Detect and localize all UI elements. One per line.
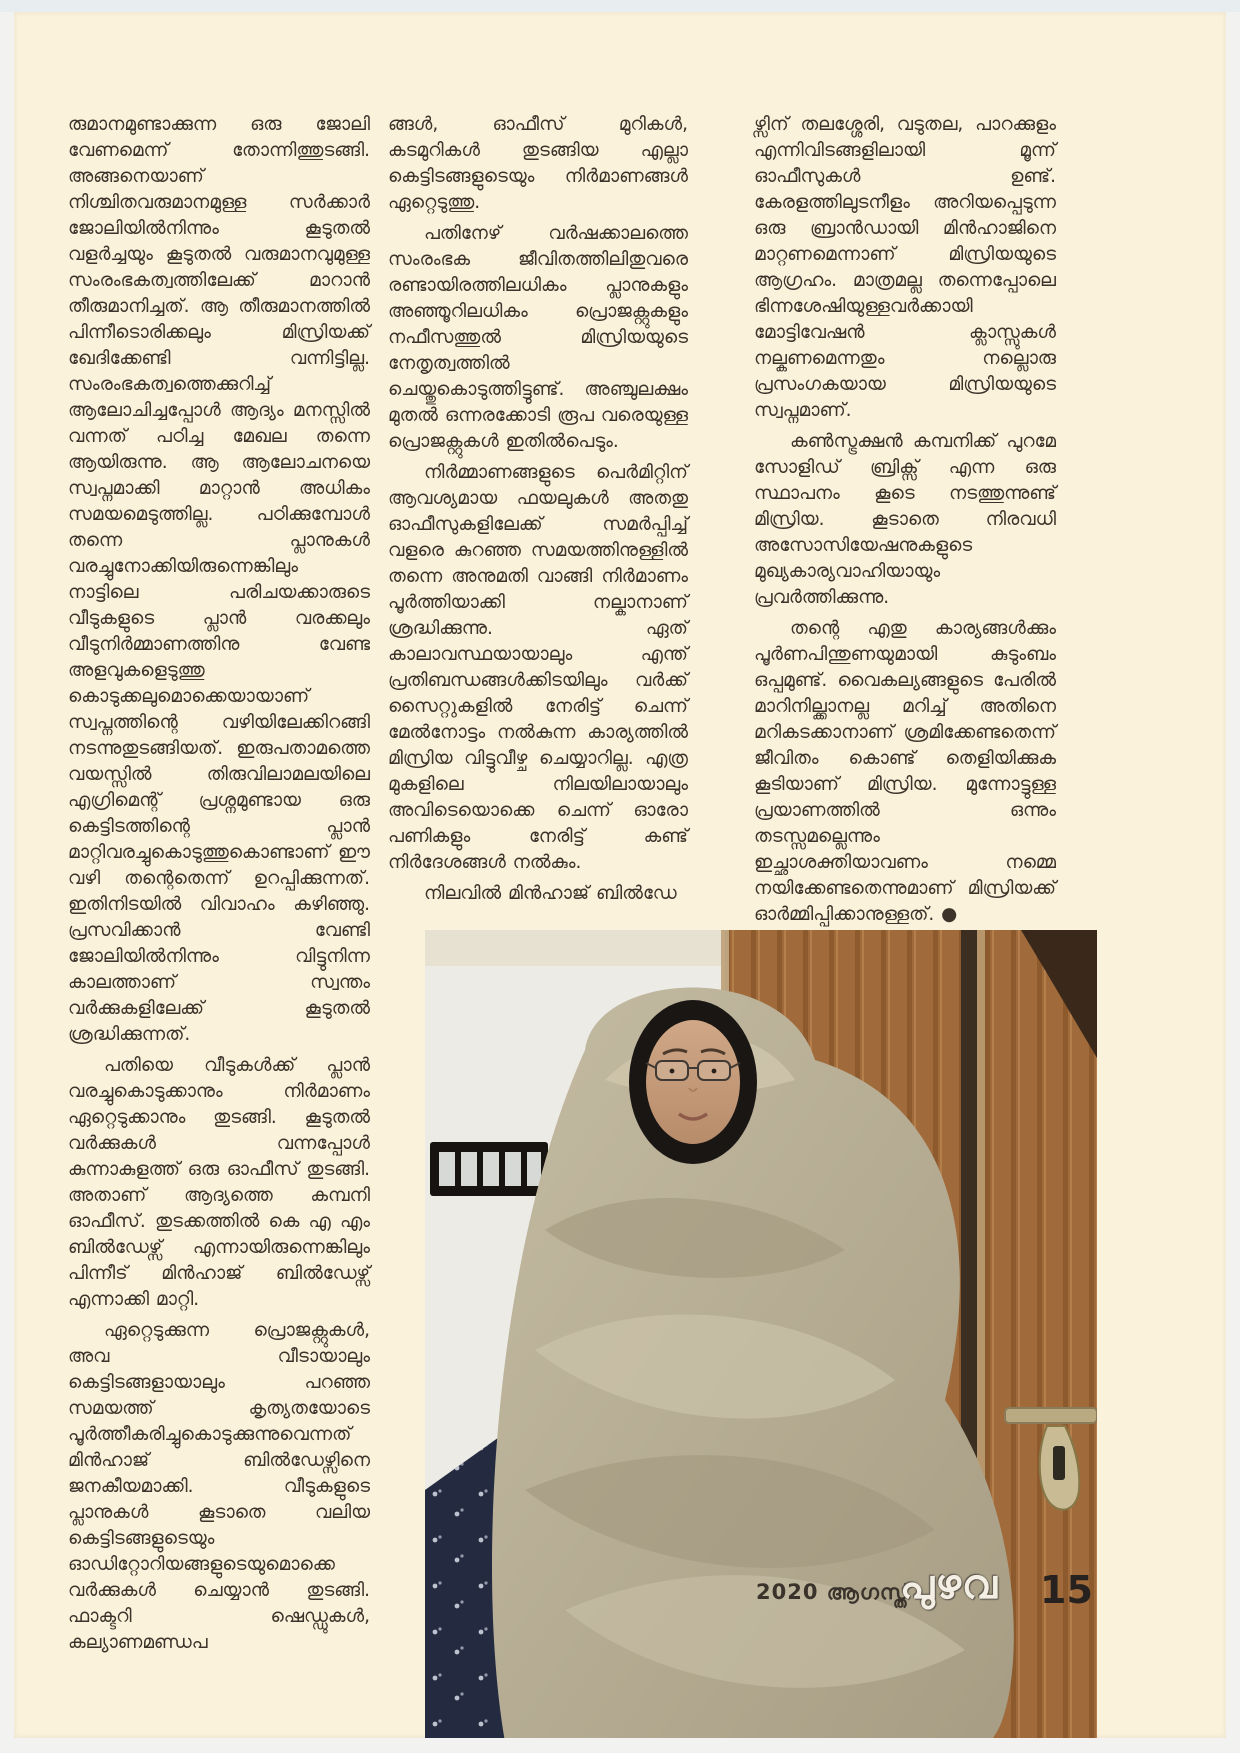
eye-right	[712, 1069, 717, 1074]
text-column-3	[754, 112, 1056, 933]
scan-edge-band	[0, 0, 1240, 12]
paragraph: ഴ്സിന് തലശ്ശേരി, വടുതല, പാറക്കുളം എന്നിവിടങ്ങളിലായി മൂന്ന് ഓഫീസുകൾ ഉണ്ട്. കേരളത്തിലുടനീളം അറിയപ്പെടുന്ന ഒരു ബ്രാൻഡായി മിൻഹാജിനെ മാറ്റണമെന്നാണ് മിസ്രിയയുടെ ആഗ്രഹം. മാത്രമല്ല തന്നെപ്പോലെ ഭിന്നശേഷിയുള്ളവർക്കായി മോട്ടിവേഷൻ ക്ലാസ്സുകൾ നല്കണമെന്നതും നല്ലൊരു പ്രസംഗകയായ മിസ്രിയയുടെ സ്വപ്നമാണ്.	[754, 114, 1056, 421]
text-column-2	[388, 112, 688, 912]
text-column-1	[68, 112, 370, 1661]
paragraph: നിർമ്മാണങ്ങളുടെ പെർമിറ്റിന് ആവശ്യമായ ഫയലുകൾ അതതു ഓഫീസുകളിലേക്ക് സമർപ്പിച്ച് വളരെ കുറഞ്ഞ സമയത്തിനുള്ളിൽ തന്നെ അനുമതി വാങ്ങി നിർമാണം പൂർത്തിയാക്കി നല്കാനാണ് ശ്രദ്ധിക്കുന്നു. ഏത് കാലാവസ്ഥയായാലും എന്ത് പ്രതിബന്ധങ്ങൾക്കിടയിലും വർക്ക് സൈറ്റുകളിൽ നേരിട്ട് ചെന്ന് മേൽനോട്ടം നൽകുന്ന കാര്യത്തിൽ മിസ്രിയ വിട്ടുവീഴ്ച ചെയ്യാറില്ല. എത്ര മുകളിലെ നിലയിലായാലും അവിടെയൊക്കെ ചെന്ന് ഓരോ പണികളും നേരിട്ട് കണ്ട് നിർദേശങ്ങൾ നൽകും.	[388, 462, 688, 873]
article-photo	[425, 930, 1097, 1738]
page-number: 15	[1040, 1568, 1093, 1612]
window-vent	[430, 1142, 548, 1196]
footer-issue-date: 2020 ആഗസ്ത്	[756, 1580, 910, 1604]
paragraph: തന്റെ എതു കാര്യങ്ങൾക്കും പൂർണപിന്തുണയുമായി കുടുംബം ഒപ്പമുണ്ട്. വൈകല്യങ്ങളുടെ പേരിൽ മാറിനില്ക്കാനല്ല മറിച്ച് അതിനെ മറികടക്കാനാണ് ശ്രമിക്കേണ്ടതെന്ന് ജീവിതം കൊണ്ട് തെളിയിക്കുക കൂടിയാണ് മിസ്രിയ. മുന്നോട്ടുള്ള പ്രയാണത്തിൽ ഒന്നും തടസ്സമല്ലെന്നും ഇച്ഛാശക്തിയാവണം നമ്മെ നയിക്കേണ്ടതെന്നുമാണ് മിസ്രിയക്ക് ഓർമ്മിപ്പിക്കാനുള്ളത്. ●	[754, 618, 1056, 925]
paragraph-continuation-line: നിലവിൽ മിൻഹാജ് ബിൽഡേ	[424, 883, 677, 904]
magazine-logo: പുഴവ	[900, 1562, 998, 1608]
paragraph: പതിനേഴ് വർഷക്കാലത്തെ സംരംഭക ജീവിതത്തിലിതുവരെ രണ്ടായിരത്തിലധികം പ്ലാനുകളും അഞ്ഞൂറിലധികം പ്രൊജക്റ്റുകളും നഫീസത്തുൽ മിസ്രിയയുടെ നേതൃത്വത്തിൽ ചെയ്തുകൊടുത്തിട്ടുണ്ട്. അഞ്ചുലക്ഷം മുതൽ ഒന്നരക്കോടി രൂപ വരെയുള്ള പ്രൊജക്റ്റുകൾ ഇതിൽപെടും.	[388, 223, 688, 452]
magazine-page	[14, 12, 1226, 1738]
photo-illustration	[425, 930, 1097, 1738]
paragraph: ങ്ങൾ, ഓഫീസ് മുറികൾ, കടമുറികൾ തുടങ്ങിയ എല്ലാ കെട്ടിടങ്ങളുടെയും നിർമാണങ്ങൾ ഏറ്റെടുത്തു.	[388, 114, 688, 213]
paragraph: കൺസ്ട്രക്ഷൻ കമ്പനിക്ക് പുറമേ സോളിഡ് ബ്രിക്സ് എന്ന ഒരു സ്ഥാപനം കൂടെ നടത്തുന്നുണ്ട് മിസ്രിയ. കൂടാതെ നിരവധി അസോസിയേഷനുകളുടെ മുഖ്യകാര്യവാഹിയായും പ്രവർത്തിക്കുന്നു.	[754, 431, 1056, 608]
paragraph: ഏറ്റെടുക്കുന്ന പ്രൊജക്റ്റുകൾ, അവ വീടായാലും കെട്ടിടങ്ങളായാലും പറഞ്ഞ സമയത്ത് കൃത്യതയോടെ പൂർത്തീകരിച്ചുകൊടുക്കുന്നുവെന്നത് മിൻഹാജ് ബിൽഡേഴ്സിനെ ജനകീയമാക്കി. വീടുകളുടെ പ്ലാനുകൾ കൂടാതെ വലിയ കെട്ടിടങ്ങളുടെയും ഓഡിറ്റോറിയങ്ങളുടെയുമൊക്കെ വർക്കുകൾ ചെയ്യാൻ തുടങ്ങി. ഫാക്ടറി ഷെഡ്ഡുകൾ, കല്യാണമണ്ഡപ	[68, 1320, 370, 1653]
woman-face	[629, 1000, 757, 1164]
eye-left	[670, 1069, 675, 1074]
paragraph: രുമാനമുണ്ടാക്കുന്ന ഒരു ജോലി വേണമെന്ന് തോന്നിത്തുടങ്ങി. അങ്ങനെയാണ് നിശ്ചിതവരുമാനമുള്ള സർക്കാർ ജോലിയിൽനിന്നും കൂടുതൽ വളർച്ചയും കൂടുതൽ വരുമാനവുമുള്ള സംരംഭകത്വത്തിലേക്ക് മാറാൻ തീരുമാനിച്ചത്. ആ തീരുമാനത്തിൽ പിന്നീടൊരിക്കലും മിസ്രിയക്ക് ഖേദിക്കേണ്ടി വന്നിട്ടില്ല. സംരംഭകത്വത്തെക്കുറിച്ച് ആലോചിച്ചപ്പോൾ ആദ്യം മനസ്സിൽ വന്നത് പഠിച്ച മേഖല തന്നെ ആയിരുന്നു. ആ ആലോചനയെ സ്വപ്നമാക്കി മാറ്റാൻ അധികം സമയമെടുത്തില്ല. പഠിക്കുമ്പോൾ തന്നെ പ്ലാനുകൾ വരച്ചുനോക്കിയിരുന്നെങ്കിലും നാട്ടിലെ പരിചയക്കാരുടെ വീടുകളുടെ പ്ലാൻ വരക്കലും വീടുനിർമ്മാണത്തിനു വേണ്ട അളവുകളെടുത്തു കൊടുക്കലുമൊക്കെയായാണ് സ്വപ്നത്തിന്റെ വഴിയിലേക്കിറങ്ങി നടന്നുതുടങ്ങിയത്. ഇരുപതാമത്തെ വയസ്സിൽ തിരുവിലാമലയിലെ എഗ്രിമെന്റ് പ്രശ്നമുണ്ടായ ഒരു കെട്ടിടത്തിന്റെ പ്ലാൻ മാറ്റിവരച്ചുകൊടുത്തുകൊണ്ടാണ് ഈ വഴി തന്റെതെന്ന് ഉറപ്പിക്കുന്നത്. ഇതിനിടയിൽ വിവാഹം കഴിഞ്ഞു. പ്രസവിക്കാൻ വേണ്ടി ജോലിയിൽനിന്നും വിട്ടുനിന്ന കാലത്താണ് സ്വന്തം വർക്കുകളിലേക്ക് കൂടുതൽ ശ്രദ്ധിക്കുന്നത്.	[68, 114, 370, 1045]
paragraph: പതിയെ വീടുകൾക്ക് പ്ലാൻ വരച്ചുകൊടുക്കാനും നിർമാണം ഏറ്റെടുക്കാനും തുടങ്ങി. കൂടുതൽ വർക്കുകൾ വന്നപ്പോൾ കുന്നാകുളത്ത് ഒരു ഓഫീസ് തുടങ്ങി. അതാണ് ആദ്യത്തെ കമ്പനി ഓഫീസ്. തുടക്കത്തിൽ കെ എ എം ബിൽഡേഴ്സ് എന്നായിരുന്നെങ്കിലും പിന്നീട് മിൻഹാജ് ബിൽഡേഴ്സ് എന്നാക്കി മാറ്റി.	[68, 1055, 370, 1310]
